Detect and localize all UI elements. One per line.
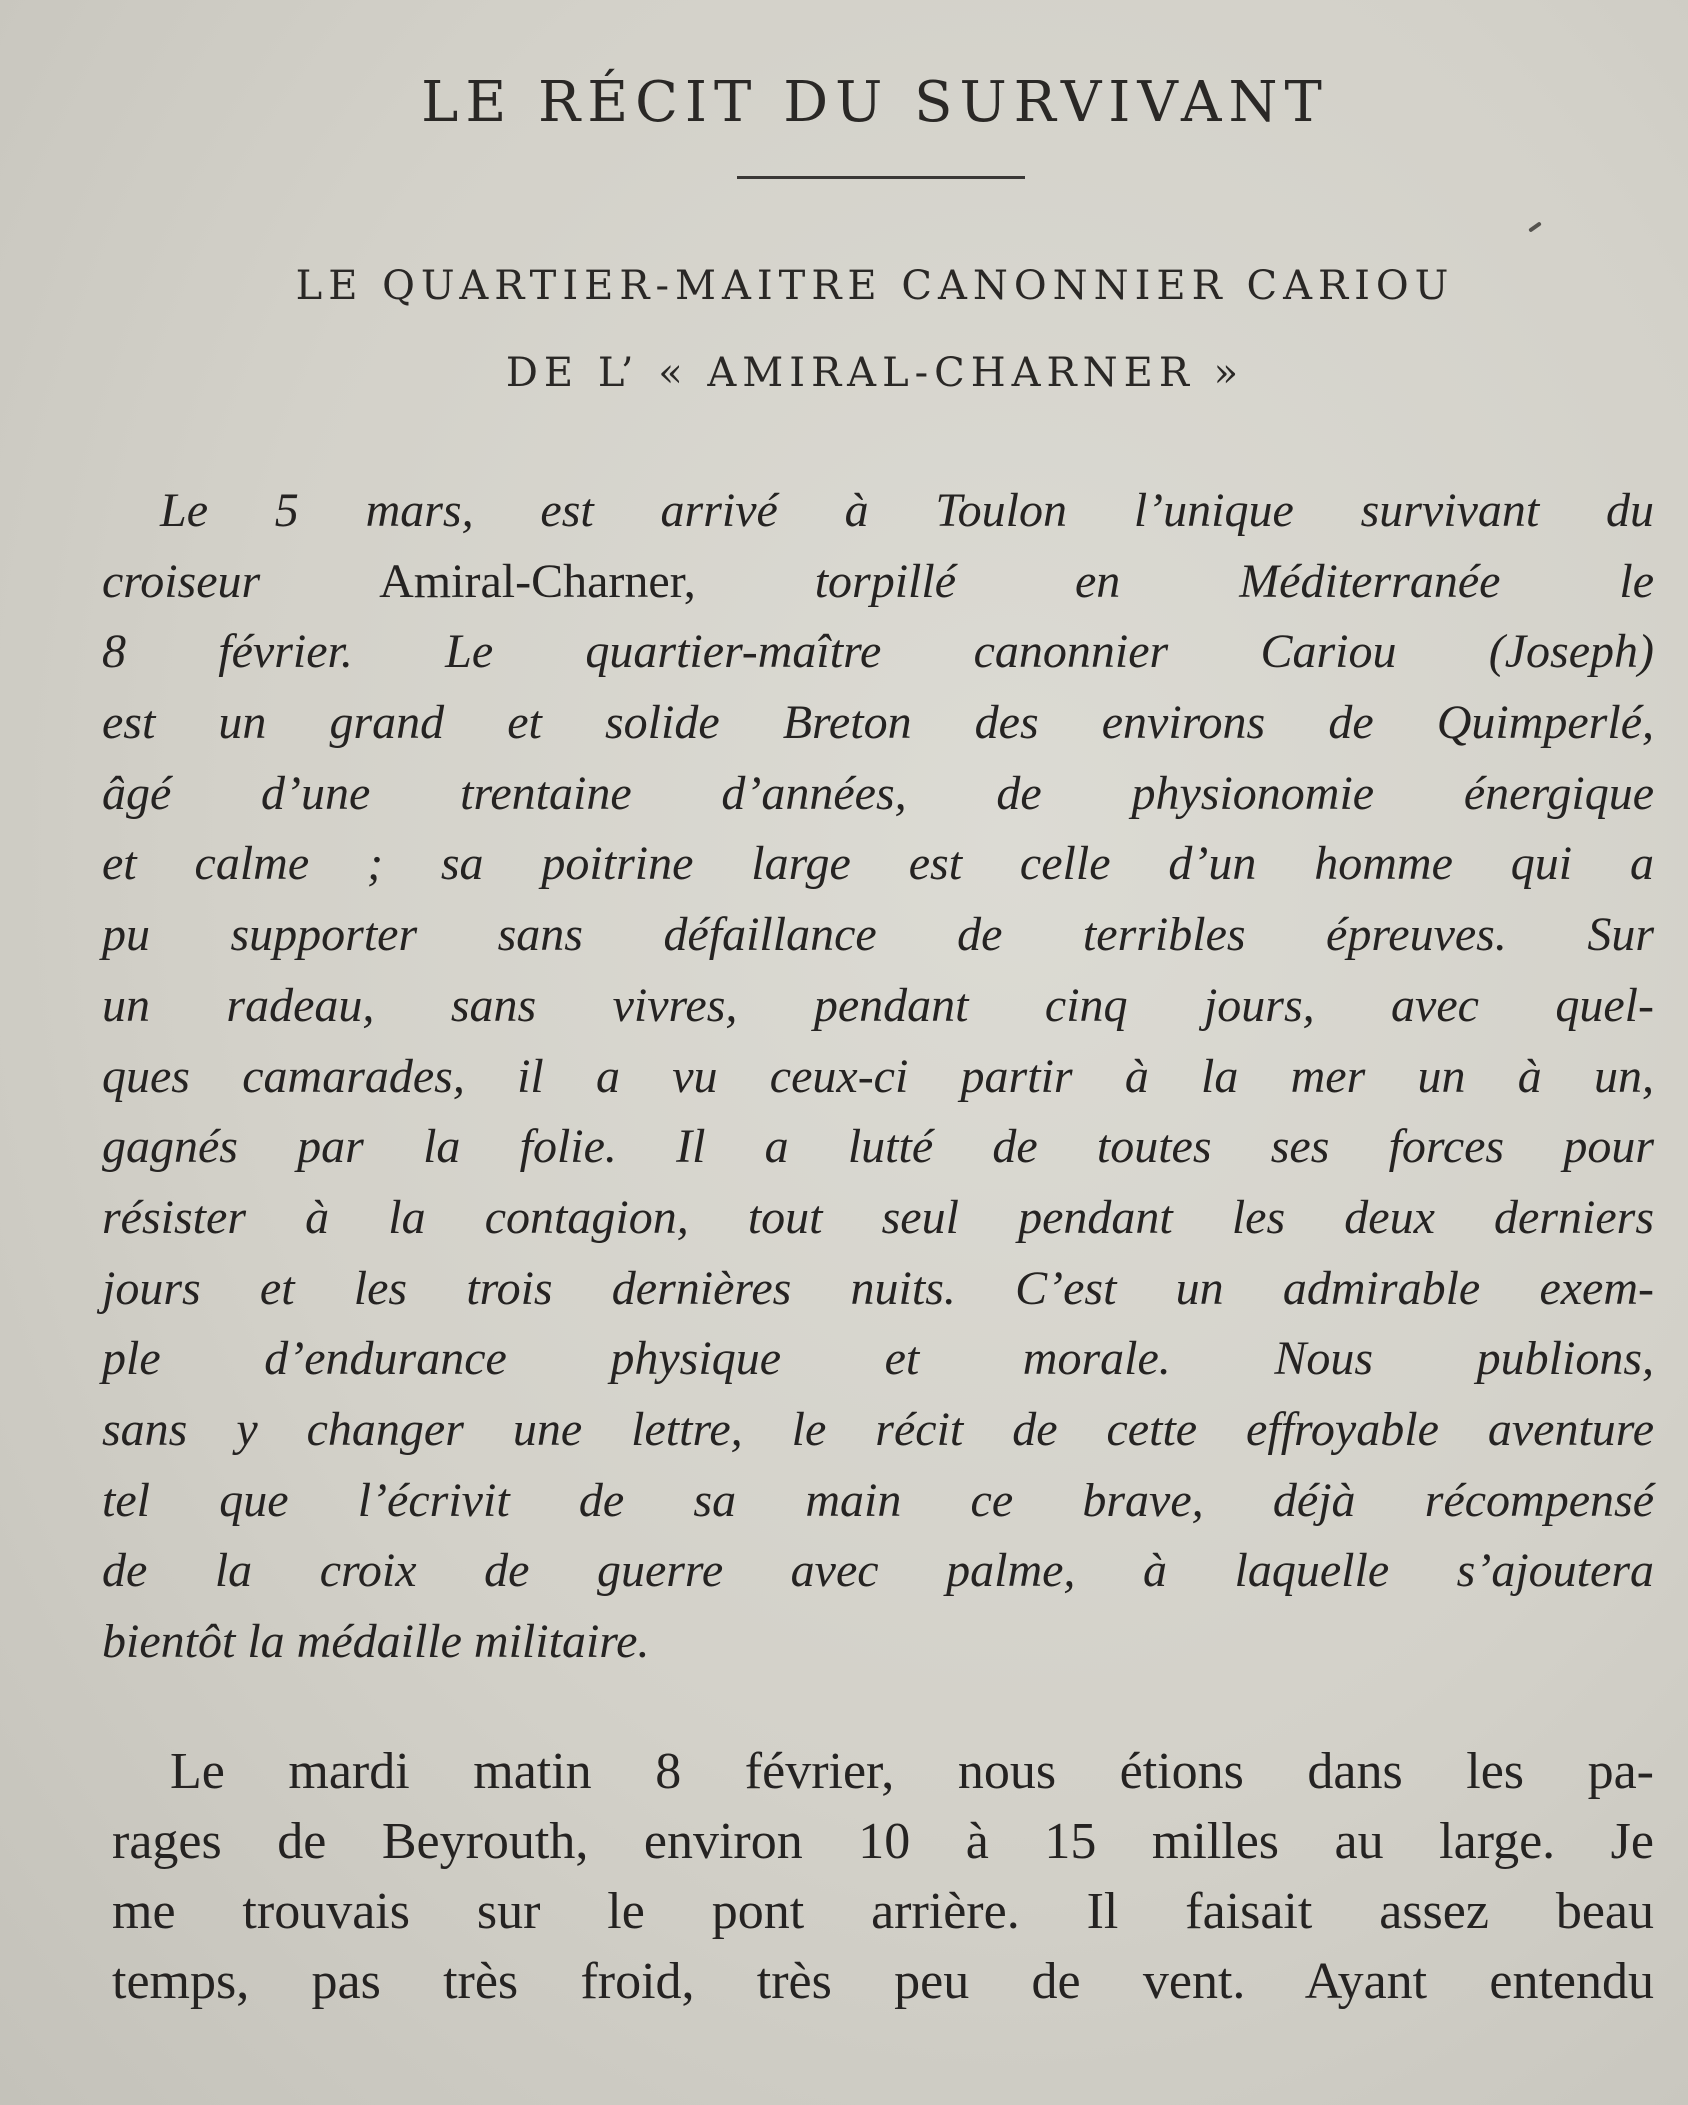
intro-line: pu supporter sans défaillance de terribles épreuves. Sur: [102, 908, 1654, 962]
intro-line: tel que l’écrivit de sa main ce brave, déjà récompensé: [102, 1473, 1654, 1527]
intro-line: sans y changer une lettre, le récit de cette effroyable aventure: [102, 1402, 1654, 1456]
subtitle-line-2: DE L’ « AMIRAL-CHARNER »: [505, 350, 1245, 396]
intro-line: âgé d’une trentaine d’années, de physionomie énergique: [102, 766, 1654, 820]
body-line: Le mardi matin 8 février, nous étions dans les pa-: [170, 1743, 1654, 1800]
intro-line: jours et les trois dernières nuits. C’est un admirable exem-: [102, 1261, 1654, 1315]
intro-line: ques camarades, il a vu ceux-ci partir à la mer un à un,: [102, 1049, 1654, 1103]
subtitle-line-1: LE QUARTIER-MAITRE CANONNIER CARIOU: [295, 263, 1455, 309]
page-title: LE RÉCIT DU SURVIVANT: [421, 70, 1329, 135]
intro-line: est un grand et solide Breton des environs de Quimperlé,: [102, 696, 1654, 750]
intro-line-part: torpillé en Méditerranée le: [814, 554, 1655, 608]
body-line: me trouvais sur le pont arrière. Il faisait assez beau: [112, 1883, 1654, 1940]
ship-name: Amiral-Charner,: [379, 554, 696, 608]
intro-line: bientôt la médaille militaire.: [102, 1615, 650, 1668]
intro-line-part: croiseur: [102, 554, 261, 608]
intro-line: un radeau, sans vivres, pendant cinq jours, avec quel-: [102, 978, 1654, 1032]
body-line: rages de Beyrouth, environ 10 à 15 milles au large. Je: [112, 1813, 1654, 1870]
intro-line: [102, 547, 1654, 618]
ink-mark: [1528, 221, 1542, 232]
intro-line: 8 février. Le quartier-maître canonnier Cariou (Joseph): [102, 625, 1654, 679]
intro-line: gagnés par la folie. Il a lutté de toutes ses forces pour: [102, 1120, 1654, 1174]
intro-line: ple d’endurance physique et morale. Nous publions,: [102, 1332, 1654, 1386]
body-line: temps, pas très froid, très peu de vent. Ayant entendu: [112, 1953, 1654, 2010]
body-paragraph: [112, 1737, 1654, 2017]
intro-line: Le 5 mars, est arrivé à Toulon l’unique survivant du: [160, 484, 1654, 537]
intro-paragraph: [102, 476, 1654, 1678]
intro-line: résister à la contagion, tout seul pendant les deux derniers: [102, 1190, 1654, 1244]
intro-line: et calme ; sa poitrine large est celle d’un homme qui a: [102, 837, 1654, 891]
title-rule: [737, 176, 1025, 179]
intro-line: de la croix de guerre avec palme, à laquelle s’ajoutera: [102, 1544, 1654, 1598]
